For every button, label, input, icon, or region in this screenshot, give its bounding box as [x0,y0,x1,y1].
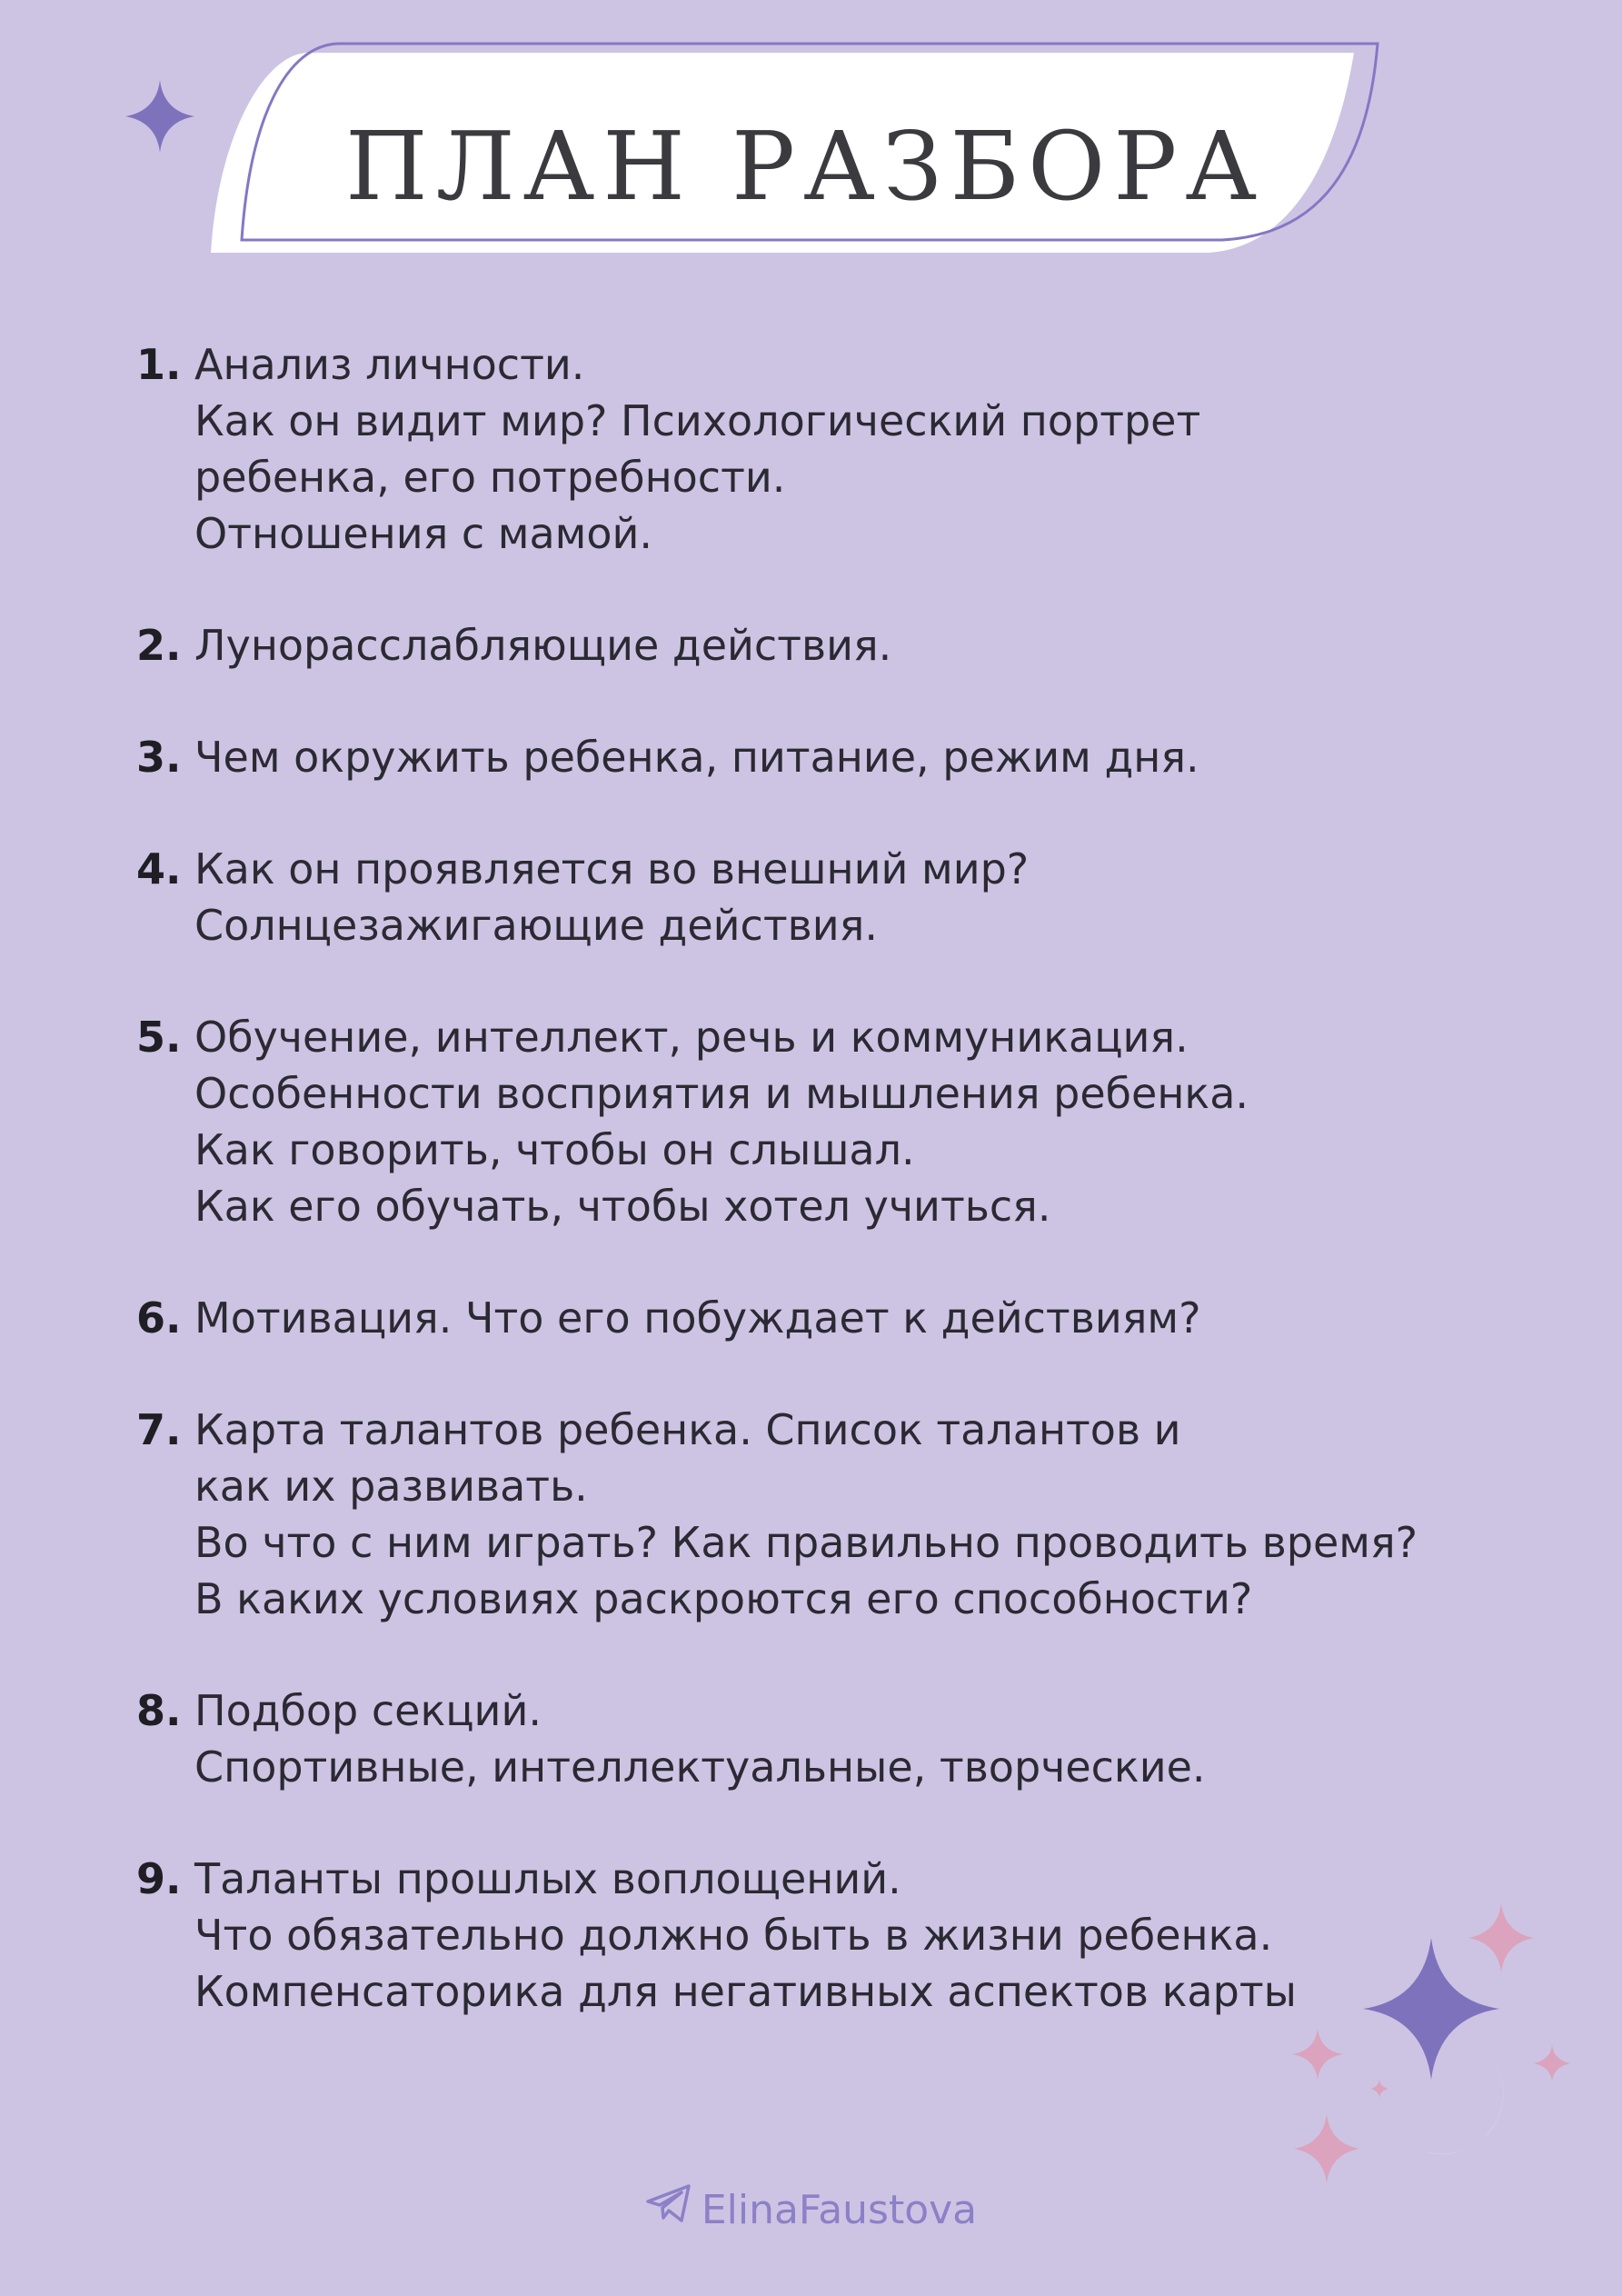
list-item [136,841,1536,953]
item-line: Обучение, интеллект, речь и коммуникация. [194,1013,1189,1062]
item-line: Как его обучать, чтобы хотел учиться. [194,1182,1051,1231]
list-item [136,336,1536,562]
list-item [136,1290,1536,1346]
list-item [136,1009,1536,1234]
sparkle-icon [1370,2080,1388,2098]
item-number: 9. [136,1854,182,1903]
sparkle-icon [1294,2114,1359,2183]
item-line: Во что с ним играть? Как правильно проводить время? [194,1518,1418,1567]
item-number: 5. [136,1013,182,1062]
item-line: Как говорить, чтобы он слышал. [194,1125,915,1174]
item-line: Отношения с мамой. [194,509,653,558]
item-line: Анализ личности. [194,340,585,389]
item-line: В каких условиях раскроются его способности? [194,1574,1253,1623]
item-line: Как он проявляется во внешний мир? [194,844,1030,893]
list-item [136,1851,1536,2020]
item-line: ребенка, его потребности. [194,453,786,502]
item-line: Компенсаторика для негативных аспектов карты [194,1967,1297,2016]
brand-name: ElinaFaustova [701,2187,978,2233]
item-line: Солнцезажигающие действия. [194,901,878,950]
item-number: 7. [136,1405,182,1454]
plan-list [136,336,1536,2075]
list-item [136,617,1536,674]
item-number: 6. [136,1293,182,1343]
item-line: Как он видит мир? Психологический портрет [194,396,1201,445]
item-number: 3. [136,733,182,782]
item-line: Что обязательно должно быть в жизни ребенка. [194,1911,1273,1960]
item-line: как их развивать. [194,1462,588,1511]
footer [0,2181,1622,2238]
telegram-icon [645,2183,692,2238]
item-line: Карта талантов ребенка. Список талантов и [194,1405,1181,1454]
list-item [136,729,1536,785]
item-line: Чем окружить ребенка, питание, режим дня. [194,733,1199,782]
sparkle-icon [125,80,194,153]
item-line: Мотивация. Что его побуждает к действиям? [194,1293,1201,1343]
item-line: Спортивные, интеллектуальные, творческие. [194,1742,1206,1792]
list-item [136,1682,1536,1795]
item-number: 8. [136,1686,182,1735]
item-line: Лунорасслабляющие действия. [194,621,892,670]
item-line: Таланты прошлых воплощений. [194,1854,901,1903]
item-number: 2. [136,621,182,670]
item-line: Подбор секций. [194,1686,542,1735]
sparkle-icon [1534,2045,1570,2081]
list-item [136,1402,1536,1627]
item-number: 1. [136,340,182,389]
item-number: 4. [136,844,182,893]
page-title: ПЛАН РАЗБОРА [345,111,1265,222]
item-line: Особенности восприятия и мышления ребенка. [194,1069,1249,1118]
